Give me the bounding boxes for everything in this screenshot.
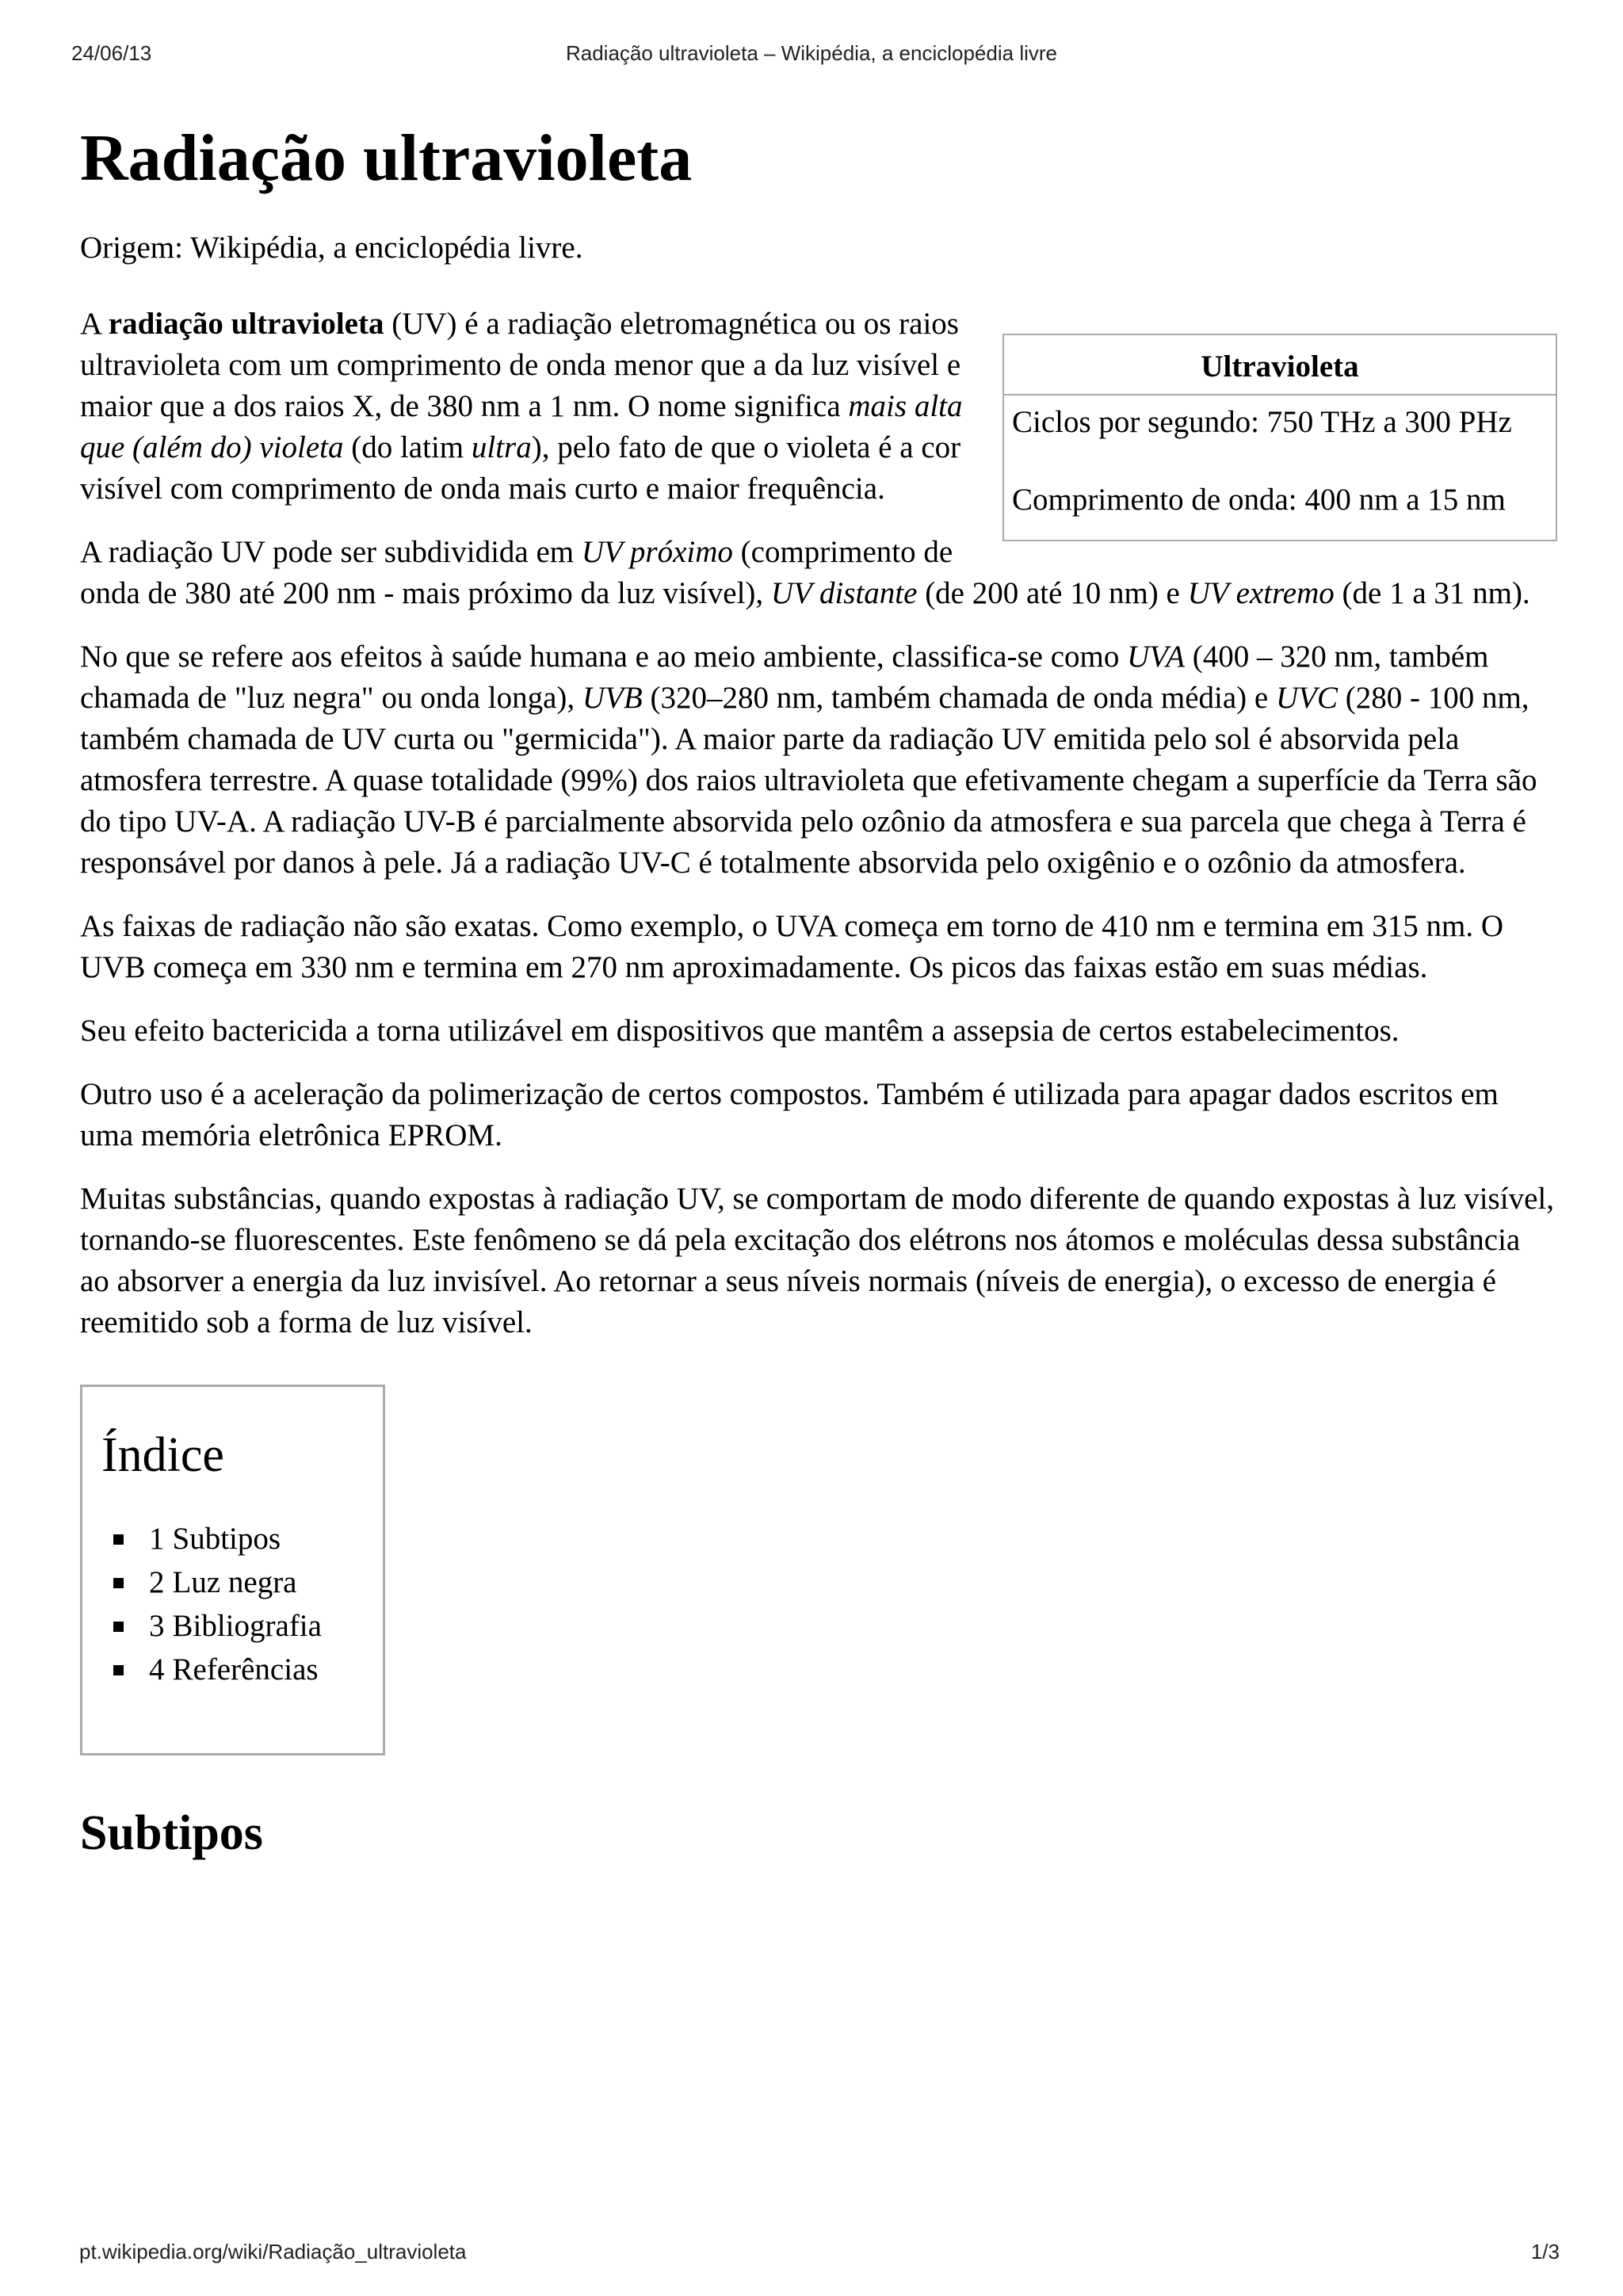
term-radiacao-ultravioleta: radiação ultravioleta bbox=[108, 306, 384, 341]
toc-item-bibliografia[interactable]: 3 Bibliografia bbox=[149, 1604, 383, 1648]
page-title: Radiação ultravioleta bbox=[80, 121, 693, 195]
toc-item-referencias[interactable]: 4 Referências bbox=[149, 1648, 383, 1691]
infobox-title: Ultravioleta bbox=[1004, 345, 1556, 395]
infobox-frequency: Ciclos por segundo: 750 THz a 300 PHz bbox=[1012, 404, 1512, 439]
paragraph-intro: A radiação ultravioleta (UV) é a radiação eletromagnética ou os raios ultravioleta com um comprimento de onda menor que a da luz visível e maior que a dos raios X, de 380 nm a 1 nm. O nome significa mais alta que (além do) violeta (do latim ultra), pelo fato de que o violeta é a cor visível com comprimento de onda mais curto e maior frequência. bbox=[80, 306, 963, 506]
print-date: 24/06/13 bbox=[71, 41, 152, 65]
print-url: pt.wikipedia.org/wiki/Radiação_ultravioleta bbox=[79, 2240, 467, 2264]
paragraph-fluorescence: Muitas substâncias, quando expostas à radiação UV, se comportam de modo diferente de quando expostas à luz visível, tornando-se fluorescentes. Este fenômeno se dá pela excitação dos elétrons nos átomos e moléculas dessa substância ao absorver a energia da luz invisível. Ao retornar a seus níveis normais (níveis de energia), o excesso de energia é reemitido sob a forma de luz visível. bbox=[80, 1181, 1554, 1339]
origin-line: Origem: Wikipédia, a enciclopédia livre. bbox=[80, 230, 583, 265]
article-content bbox=[80, 119, 1554, 1860]
toc-title: Índice bbox=[101, 1427, 224, 1482]
paragraph-bactericide: Seu efeito bactericida a torna utilizável em dispositivos que mantêm a assepsia de certos estabelecimentos. bbox=[80, 1013, 1400, 1048]
infobox bbox=[1002, 334, 1557, 541]
section-heading-subtipos: Subtipos bbox=[80, 1805, 263, 1860]
table-of-contents bbox=[80, 1385, 385, 1755]
toc-item-subtipos[interactable]: 1 Subtipos bbox=[149, 1517, 383, 1561]
print-page-number: 1/3 bbox=[1530, 2240, 1560, 2264]
toc-list bbox=[101, 1517, 383, 1691]
print-page-title: Radiação ultravioleta – Wikipédia, a enciclopédia livre bbox=[565, 41, 1057, 65]
paragraph-subdivision: A radiação UV pode ser subdividida em UV próximo (comprimento de onda de 380 até 200 nm - mais próximo da luz visível), UV distante (de 200 até 10 nm) e UV extremo (de 1 a 31 nm). bbox=[80, 534, 1530, 610]
paragraph-bands: As faixas de radiação não são exatas. Como exemplo, o UVA começa em torno de 410 nm e termina em 315 nm. O UVB começa em 330 nm e termina em 270 nm aproximadamente. Os picos das faixas estão em suas médias. bbox=[80, 908, 1504, 984]
toc-item-luz-negra[interactable]: 2 Luz negra bbox=[149, 1561, 383, 1604]
paragraph-health-effects: No que se refere aos efeitos à saúde humana e ao meio ambiente, classifica-se como UVA (400 – 320 nm, também chamada de "luz negra" ou onda longa), UVB (320–280 nm, também chamada de onda média) e UVC (280 - 100 nm, também chamada de UV curta ou "germicida"). A maior parte da radiação UV emitida pelo sol é absorvida pela atmosfera terrestre. A quase totalidade (99%) dos raios ultravioleta que efetivamente chegam a superfície da Terra são do tipo UV-A. A radiação UV-B é parcialmente absorvida pelo ozônio da atmosfera e sua parcela que chega à Terra é responsável por danos à pele. Já a radiação UV-C é totalmente absorvida pelo oxigênio e o ozônio da atmosfera. bbox=[80, 639, 1537, 880]
infobox-wavelength: Comprimento de onda: 400 nm a 15 nm bbox=[1012, 482, 1506, 517]
paragraph-polymerization: Outro uso é a aceleração da polimerização de certos compostos. Também é utilizada para apagar dados escritos em uma memória eletrônica EPROM. bbox=[80, 1076, 1499, 1152]
